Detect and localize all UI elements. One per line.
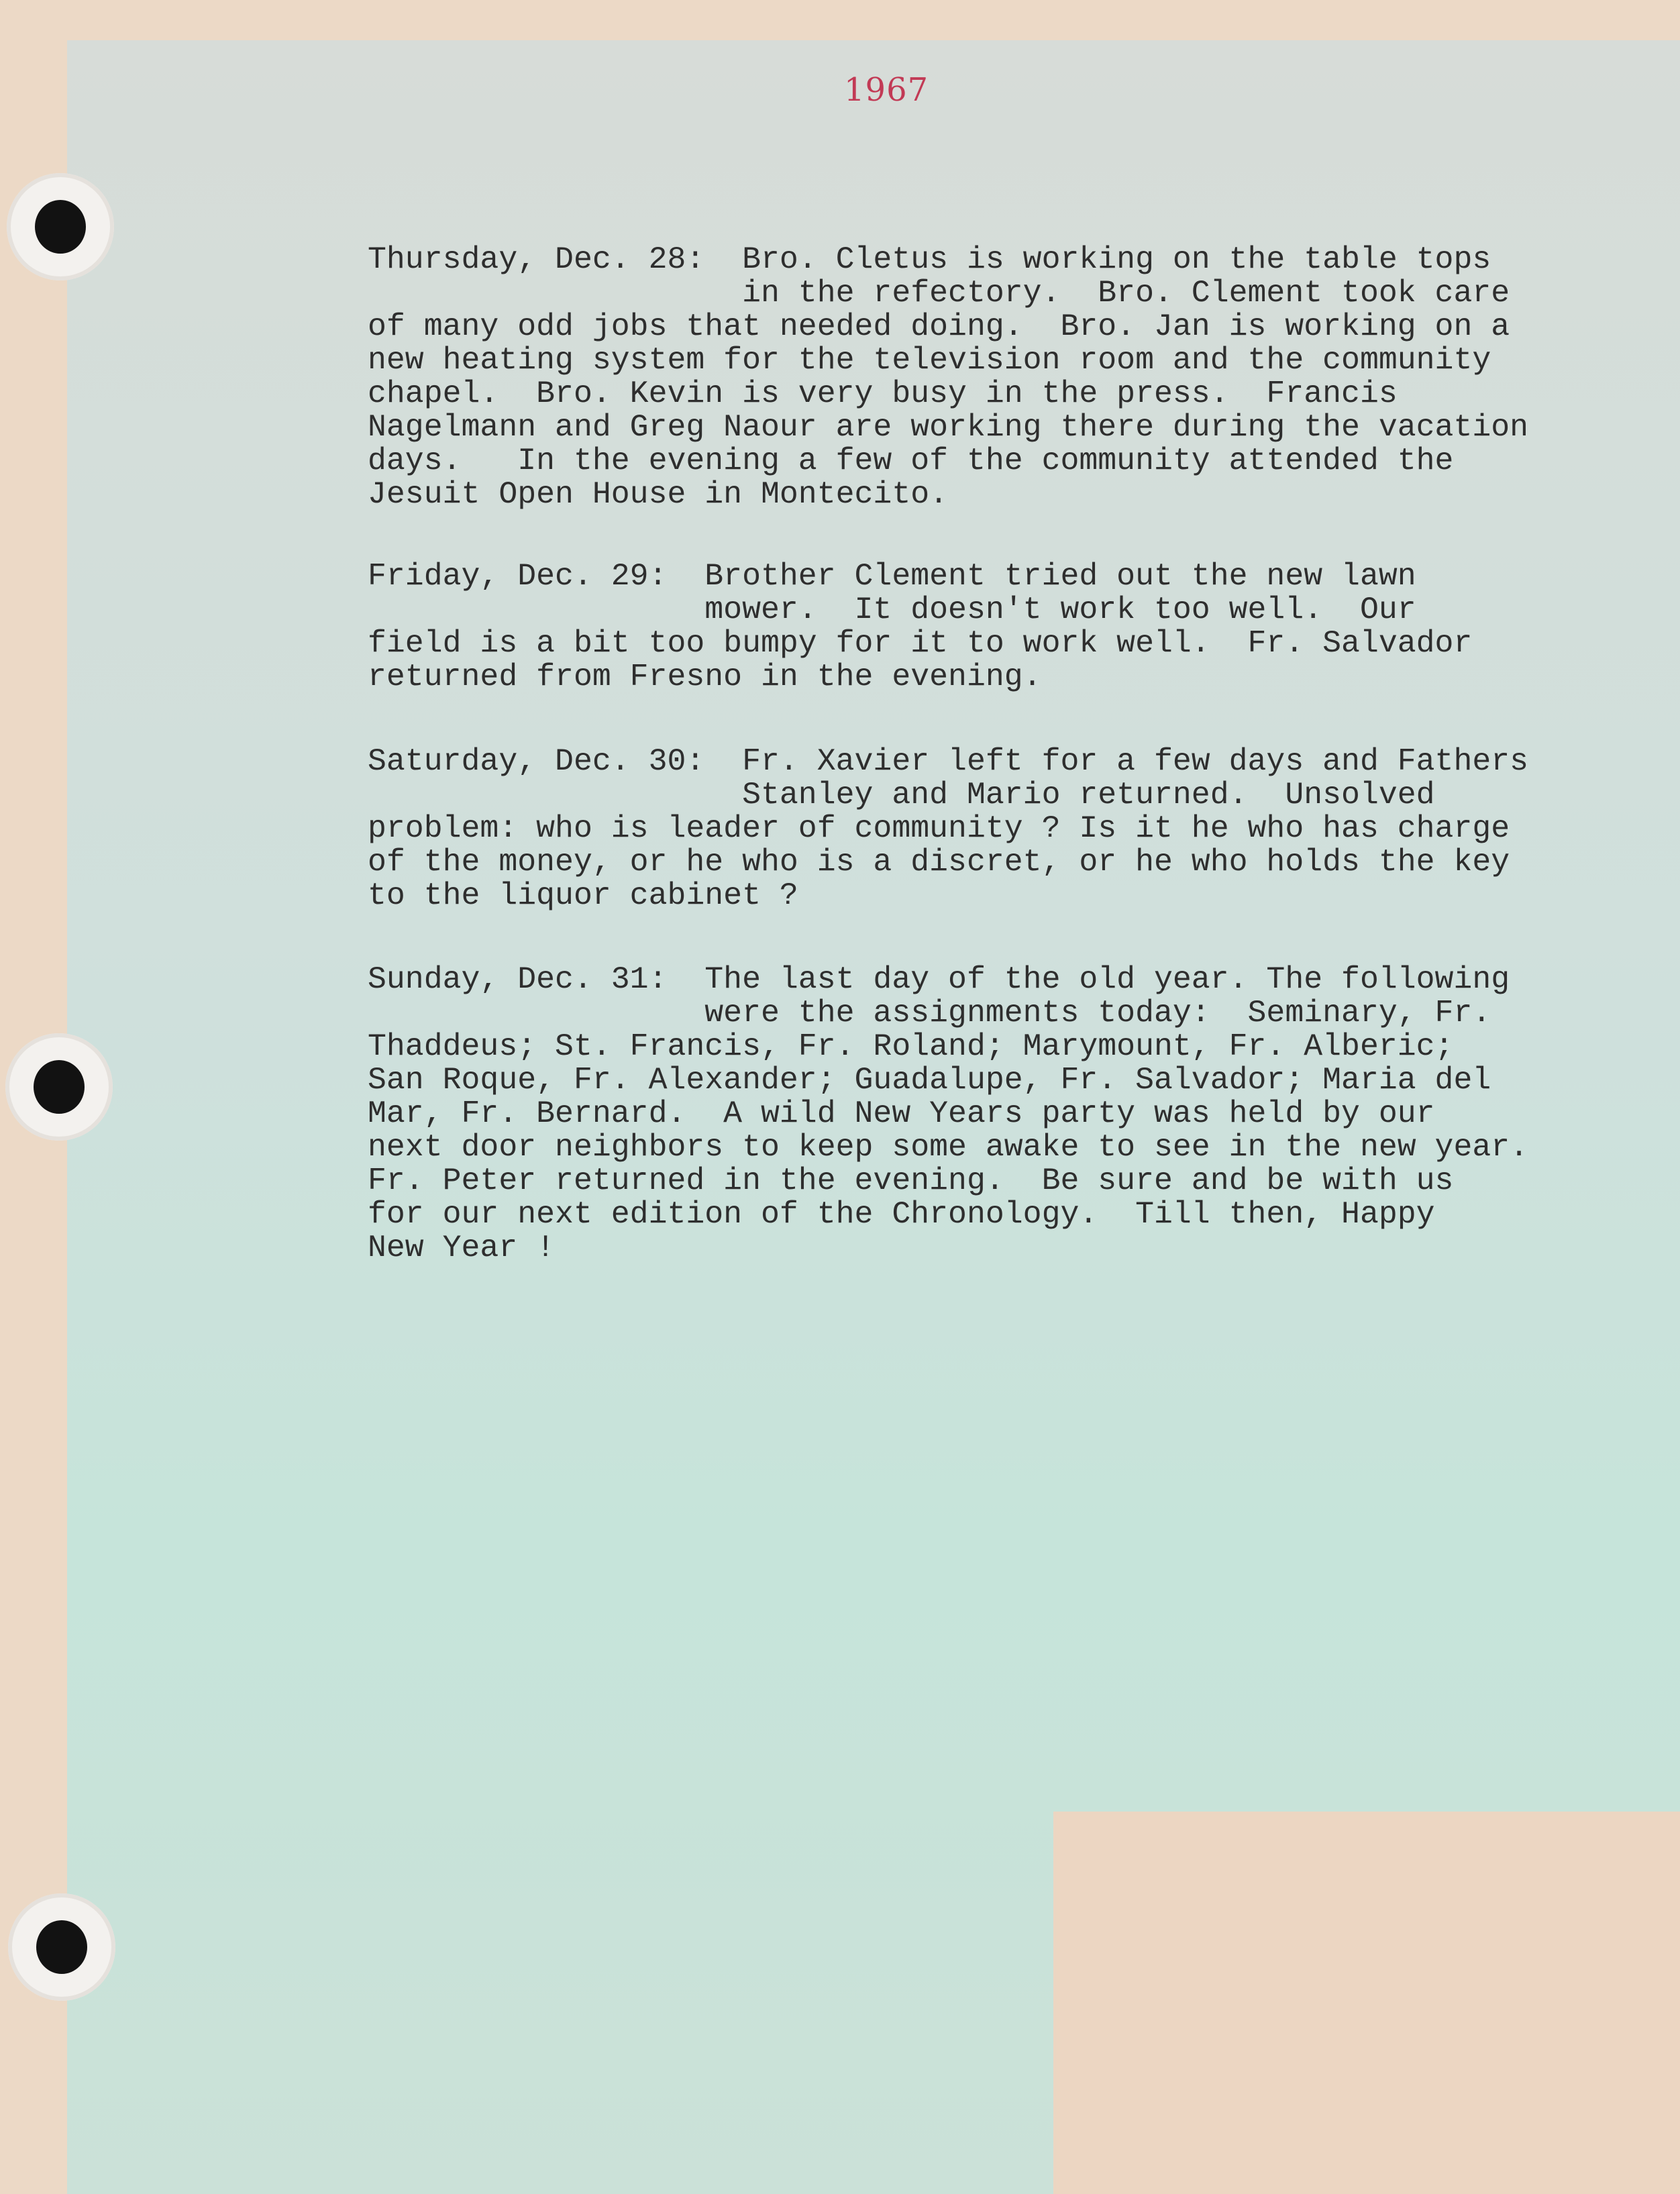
typed-line: chapel. Bro. Kevin is very busy in the press. Francis	[368, 376, 1398, 411]
typed-line: Fr. Peter returned in the evening. Be sure and be with us	[368, 1163, 1454, 1198]
typed-line: Mar, Fr. Bernard. A wild New Years party was held by our	[368, 1096, 1435, 1131]
typed-line: of many odd jobs that needed doing. Bro. Jan is working on a	[368, 309, 1510, 344]
typed-line: Jesuit Open House in Montecito.	[368, 476, 949, 512]
typed-line: San Roque, Fr. Alexander; Guadalupe, Fr. Salvador; Maria del	[368, 1062, 1491, 1098]
typed-line: Friday, Dec. 29: Brother Clement tried out the new lawn	[368, 558, 1416, 594]
typed-line: returned from Fresno in the evening.	[368, 659, 1042, 694]
diary-entry-sunday	[368, 963, 1528, 1265]
typed-line: were the assignments today: Seminary, Fr.	[368, 995, 1491, 1031]
binder-hole-top	[7, 173, 114, 280]
page-year-heading: 1967	[844, 71, 929, 109]
typed-line: days. In the evening a few of the community attended the	[368, 443, 1454, 478]
typed-line: to the liquor cabinet ?	[368, 878, 798, 913]
typed-line: Saturday, Dec. 30: Fr. Xavier left for a few days and Fathers	[368, 743, 1529, 779]
typed-line: next door neighbors to keep some awake to see in the new year.	[368, 1129, 1529, 1165]
typed-line: field is a bit too bumpy for it to work well. Fr. Salvador	[368, 625, 1473, 661]
diary-entry-friday	[368, 560, 1472, 694]
typed-line: of the money, or he who is a discret, or he who holds the key	[368, 844, 1510, 880]
typed-line: Sunday, Dec. 31: The last day of the old year. The following	[368, 961, 1510, 997]
paper-corner-patch	[1053, 1812, 1680, 2194]
typed-line: New Year !	[368, 1230, 556, 1265]
typed-line: problem: who is leader of community ? Is it he who has charge	[368, 811, 1510, 846]
typed-line: mower. It doesn't work too well. Our	[368, 592, 1416, 627]
typed-line: Nagelmann and Greg Naour are working there during the vacation	[368, 409, 1529, 445]
typed-line: Stanley and Mario returned. Unsolved	[368, 777, 1435, 813]
diary-entry-saturday	[368, 745, 1528, 912]
typed-line: in the refectory. Bro. Clement took care	[368, 275, 1510, 311]
typed-line: Thaddeus; St. Francis, Fr. Roland; Marymount, Fr. Alberic;	[368, 1029, 1454, 1064]
binder-hole-middle	[5, 1033, 113, 1141]
typed-line: new heating system for the television room and the community	[368, 342, 1491, 378]
typed-line: Thursday, Dec. 28: Bro. Cletus is working on the table tops	[368, 242, 1491, 277]
typed-line: for our next edition of the Chronology. Till then, Happy	[368, 1196, 1435, 1232]
diary-entry-thursday	[368, 243, 1528, 511]
binder-hole-bottom	[8, 1893, 115, 2001]
